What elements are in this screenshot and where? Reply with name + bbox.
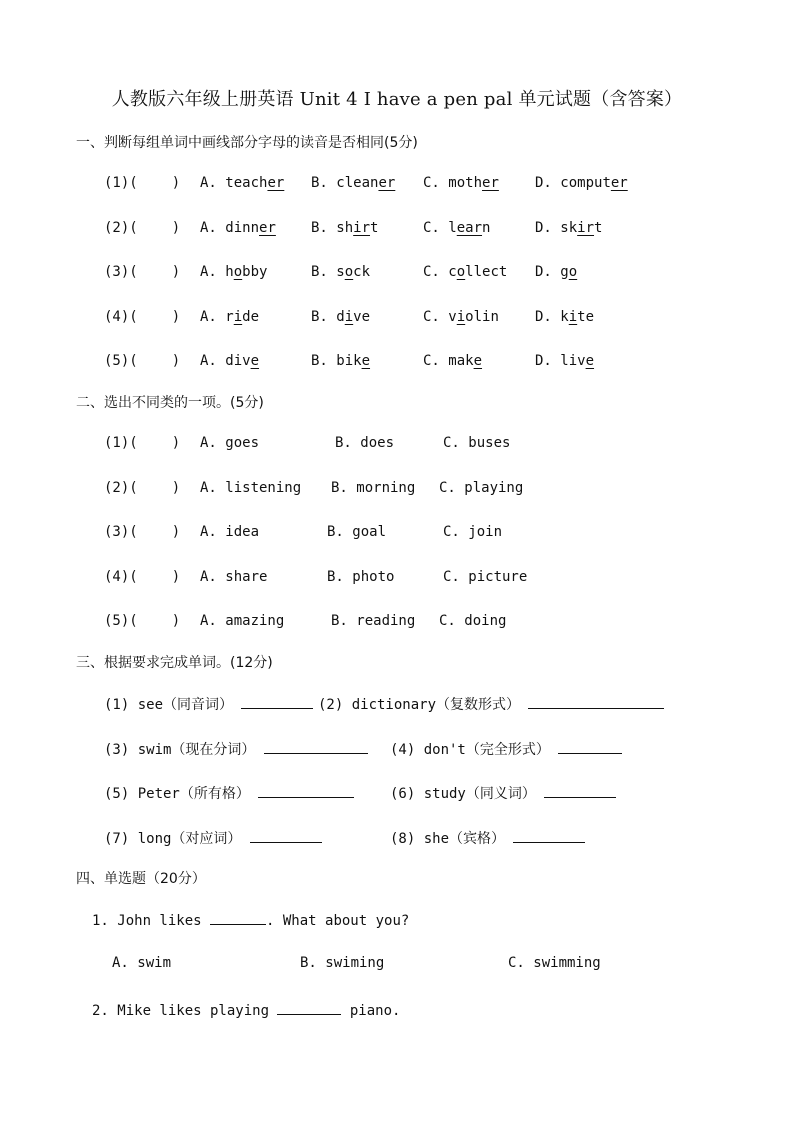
question-4-2 (0, 1000, 794, 1022)
underlined-letters: ear (456, 219, 483, 236)
question-stem: 2. Mike likes playing (92, 1003, 278, 1019)
underlined-letters: o (344, 264, 354, 280)
question-stem: 1. John likes (92, 913, 211, 929)
question-4-1-options (0, 955, 794, 977)
answer-blank[interactable] (277, 1000, 341, 1015)
option-a: A. amazing (200, 613, 285, 629)
option-b: B. photo (327, 568, 395, 585)
question-2-4 (0, 569, 794, 591)
underlined-letters: o (568, 264, 578, 280)
option-a: A. idea (200, 524, 260, 540)
answer-blank[interactable] (241, 694, 313, 709)
option-c: C. make (423, 353, 483, 369)
option-b: B. does (335, 435, 395, 451)
question-2-1 (0, 435, 794, 457)
underlined-letters: e (585, 353, 595, 369)
question-stem-end: . What about you? (266, 913, 410, 929)
answer-blank[interactable] (558, 739, 622, 754)
underlined-letters: i (568, 308, 578, 325)
word-task-row-2 (0, 739, 794, 761)
option-a: A. dive (200, 353, 260, 369)
section-2-heading: 二、选出不同类的一项。(5分) (76, 395, 264, 411)
option-b: B. cleaner (311, 175, 396, 191)
underlined-letters: er (259, 219, 276, 236)
underlined-letters: e (250, 353, 260, 369)
word-task-row-4 (0, 828, 794, 850)
question-1-2 (0, 220, 794, 242)
section-3-heading: 三、根据要求完成单词。(12分) (76, 655, 273, 671)
question-number: (1)( ) (104, 435, 181, 451)
option-a: A. swim (112, 955, 172, 971)
question-number: (3)( ) (104, 264, 181, 280)
answer-blank[interactable] (528, 694, 664, 709)
option-a: A. goes (200, 435, 260, 451)
question-number: (1)( ) (104, 175, 181, 191)
option-a: A. hobby (200, 264, 268, 280)
answer-blank[interactable] (544, 783, 616, 798)
answer-blank[interactable] (210, 910, 266, 925)
option-c: C. learn (423, 219, 491, 236)
option-c: C. collect (423, 264, 508, 280)
option-c: C. violin (423, 308, 499, 325)
question-number: (3)( ) (104, 524, 181, 540)
question-1-4 (0, 309, 794, 331)
question-1-1 (0, 175, 794, 197)
answer-blank[interactable] (250, 828, 322, 843)
word-task: (5) Peter（所有格） (104, 783, 354, 803)
word-task: (3) swim（现在分词） (104, 739, 368, 759)
word-task: (2) dictionary（复数形式） (318, 694, 664, 714)
page-title: 人教版六年级上册英语 Unit 4 I have a pen pal 单元试题（含答案） (111, 89, 683, 110)
underlined-letters: i (456, 308, 466, 325)
option-d: D. go (535, 264, 578, 280)
underlined-letters: er (378, 175, 396, 191)
underlined-letters: o (456, 264, 466, 280)
option-d: D. kite (535, 308, 595, 325)
answer-blank[interactable] (264, 739, 368, 754)
section-4-heading: 四、单选题（20分） (76, 871, 206, 887)
word-task-row-3 (0, 783, 794, 805)
question-number: (4)( ) (104, 308, 181, 325)
question-number: (4)( ) (104, 568, 181, 585)
underlined-letters: ir (577, 219, 595, 236)
underlined-letters: e (361, 353, 371, 369)
option-b: B. dive (311, 308, 371, 325)
option-b: B. reading (331, 613, 416, 629)
underlined-letters: ir (353, 219, 371, 236)
underlined-letters: er (267, 175, 285, 191)
option-a: A. ride (200, 308, 260, 325)
answer-blank[interactable] (258, 783, 354, 798)
option-d: D. skirt (535, 219, 603, 236)
option-b: B. sock (311, 264, 371, 280)
word-task-row-1 (0, 694, 794, 716)
option-c: C. doing (439, 613, 507, 629)
question-1-5 (0, 353, 794, 375)
word-task: (7) long（对应词） (104, 828, 322, 848)
section-1-heading: 一、判断每组单词中画线部分字母的读音是否相同(5分) (76, 135, 418, 151)
answer-blank[interactable] (513, 828, 585, 843)
option-d: D. live (535, 353, 595, 369)
option-b: B. shirt (311, 219, 379, 236)
option-c: C. picture (443, 568, 528, 585)
option-c: C. buses (443, 435, 511, 451)
option-d: D. computer (535, 175, 628, 191)
question-number: (5)( ) (104, 613, 181, 629)
underlined-letters: i (344, 308, 354, 325)
option-b: B. swiming (300, 955, 385, 971)
question-2-3 (0, 524, 794, 546)
question-number: (2)( ) (104, 479, 181, 496)
question-number: (5)( ) (104, 353, 181, 369)
word-task: (4) don't（完全形式） (390, 739, 622, 759)
question-1-3 (0, 264, 794, 286)
question-2-2 (0, 480, 794, 502)
option-c: C. mother (423, 175, 499, 191)
word-task: (6) study（同义词） (390, 783, 616, 803)
option-c: C. playing (439, 479, 524, 496)
option-c: C. join (443, 524, 503, 540)
option-b: B. goal (327, 524, 387, 540)
option-c: C. swimming (508, 955, 601, 971)
question-4-1 (0, 910, 794, 932)
word-task: (8) she（宾格） (390, 828, 585, 848)
underlined-letters: i (233, 308, 243, 325)
underlined-letters: er (610, 175, 628, 191)
option-a: A. teacher (200, 175, 285, 191)
option-a: A. dinner (200, 219, 276, 236)
option-a: A. share (200, 568, 268, 585)
option-a: A. listening (200, 479, 302, 496)
option-b: B. morning (331, 479, 416, 496)
question-2-5 (0, 613, 794, 635)
word-task: (1) see（同音词） (104, 694, 313, 714)
question-number: (2)( ) (104, 219, 181, 236)
question-stem-end: piano. (341, 1003, 401, 1019)
option-b: B. bike (311, 353, 371, 369)
underlined-letters: er (482, 175, 499, 191)
underlined-letters: o (233, 264, 243, 280)
underlined-letters: e (473, 353, 483, 369)
